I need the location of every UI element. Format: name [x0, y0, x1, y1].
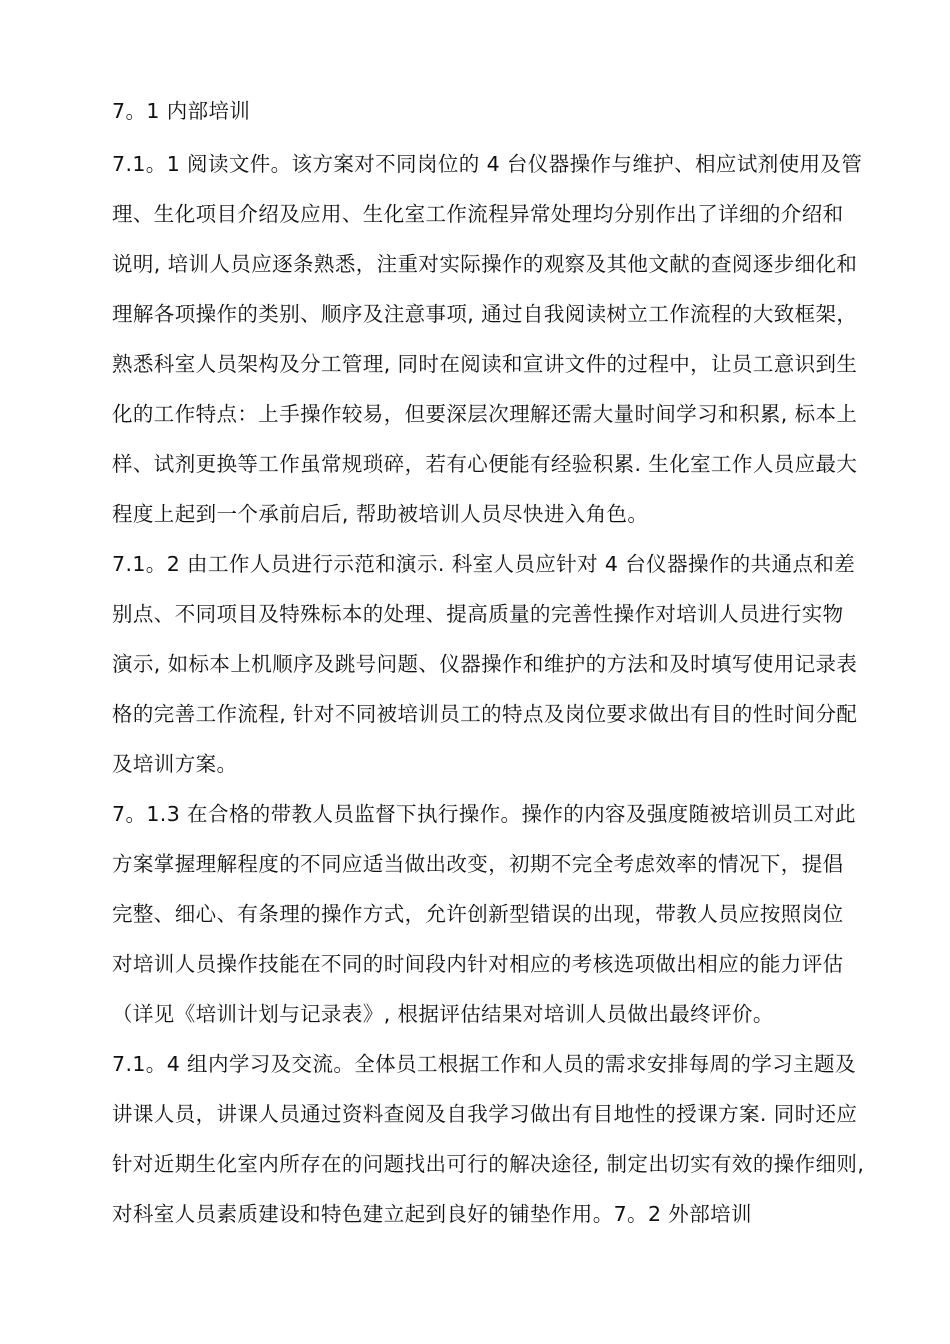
paragraph-line: 讲课人员，讲课人员通过资料查阅及自我学习做出有目地性的授课方案. 同时还应 — [112, 1102, 858, 1126]
heading-7-1-internal-training: 7。1 内部培训 — [112, 99, 251, 123]
paragraph-line: 理解各项操作的类别、顺序及注意事项, 通过自我阅读树立工作流程的大致框架， — [112, 302, 858, 326]
paragraph-line: 方案掌握理解程度的不同应适当做出改变，初期不完全考虑效率的情况下，提倡 — [112, 852, 844, 876]
paragraph-line: 熟悉科室人员架构及分工管理, 同时在阅读和宣讲文件的过程中，让员工意识到生 — [112, 352, 858, 376]
paragraph-line: 对科室人员素质建设和特色建立起到良好的铺垫作用。7。2 外部培训 — [112, 1202, 752, 1226]
paragraph-line: 完整、细心、有条理的操作方式，允许创新型错误的出现，带教人员应按照岗位 — [112, 902, 844, 926]
paragraph-line: 程度上起到一个承前启后, 帮助被培训人员尽快进入角色。 — [112, 502, 649, 526]
paragraph-line: 7.1。1 阅读文件。该方案对不同岗位的 4 台仪器操作与维护、相应试剂使用及管 — [112, 152, 863, 176]
paragraph-line: 化的工作特点：上手操作较易，但要深层次理解还需大量时间学习和积累, 标本上 — [112, 402, 858, 426]
paragraph-line: 7.1。4 组内学习及交流。全体员工根据工作和人员的需求安排每周的学习主题及 — [112, 1052, 856, 1076]
paragraph-line: 说明, 培训人员应逐条熟悉，注重对实际操作的观察及其他文献的查阅逐步细化和 — [112, 252, 858, 276]
paragraph-line: 及培训方案。 — [112, 752, 238, 776]
paragraph-line: 7.1。2 由工作人员进行示范和演示. 科室人员应针对 4 台仪器操作的共通点和差 — [112, 552, 856, 576]
paragraph-line: 针对近期生化室内所存在的问题找出可行的解决途径, 制定出切实有效的操作细则, — [112, 1152, 865, 1176]
paragraph-line: 理、生化项目介绍及应用、生化室工作流程异常处理均分别作出了详细的介绍和 — [112, 202, 844, 226]
paragraph-line: 演示, 如标本上机顺序及跳号问题、仪器操作和维护的方法和及时填写使用记录表 — [112, 652, 858, 676]
paragraph-line: 对培训人员操作技能在不同的时间段内针对相应的考核选项做出相应的能力评估 — [112, 952, 844, 976]
paragraph-line: 7。1.3 在合格的带教人员监督下执行操作。操作的内容及强度随被培训员工对此 — [112, 802, 856, 826]
paragraph-line: 格的完善工作流程, 针对不同被培训员工的特点及岗位要求做出有目的性时间分配 — [112, 702, 858, 726]
paragraph-line: 样、试剂更换等工作虽常规琐碎，若有心便能有经验积累. 生化室工作人员应最大 — [112, 452, 858, 476]
paragraph-line: （详见《培训计划与记录表》, 根据评估结果对培训人员做出最终评价。 — [112, 1002, 774, 1026]
paragraph-line: 别点、不同项目及特殊标本的处理、提高质量的完善性操作对培训人员进行实物 — [112, 602, 844, 626]
